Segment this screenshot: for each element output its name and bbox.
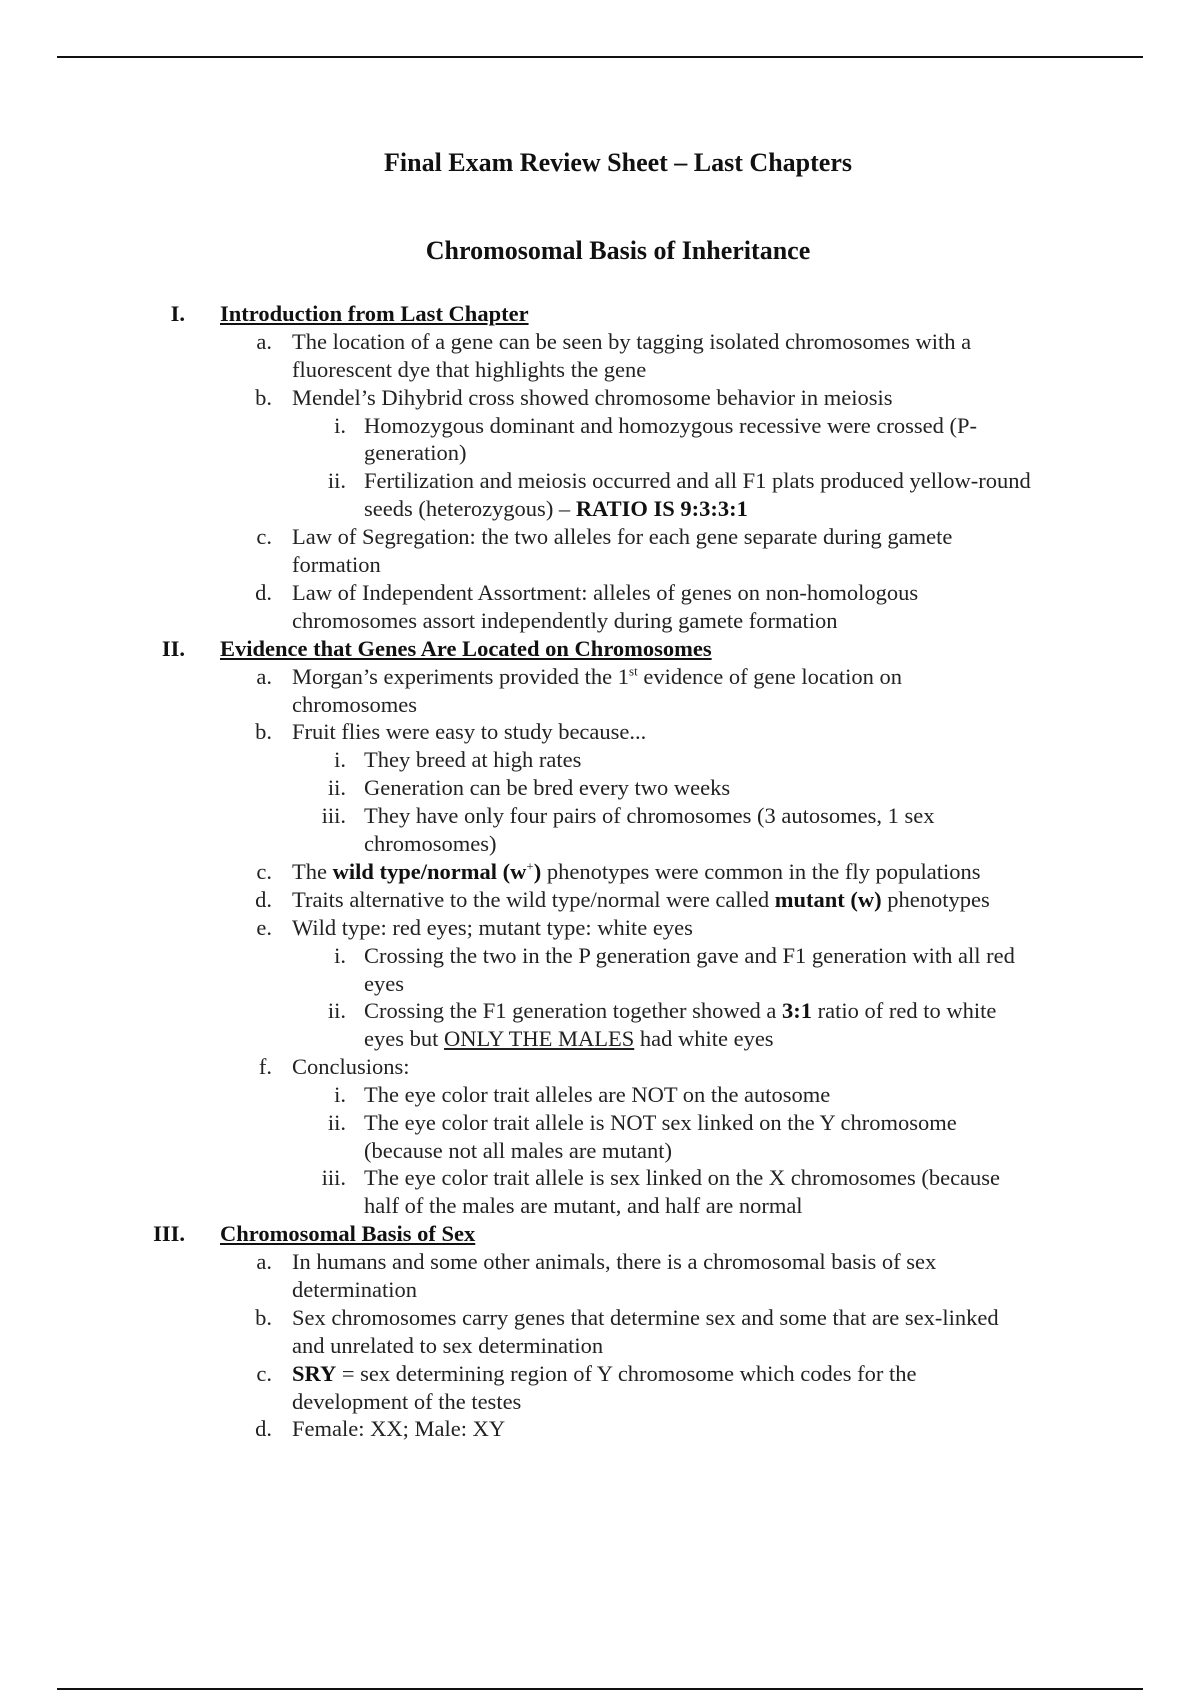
bold-term: wild type/normal (w <box>332 859 527 884</box>
subitem-text: Fertilization and meiosis occurred and all F1 plats produced yellow-round <box>364 468 1031 493</box>
item-text: Sex chromosomes carry genes that determine sex and some that are sex-linked <box>292 1305 999 1330</box>
text-run: Morgan’s experiments provided the 1 <box>292 664 630 689</box>
item-text: Law of Independent Assortment: alleles of genes on non-homologous <box>292 580 919 605</box>
item-marker: d. <box>255 580 272 605</box>
section-heading: Introduction from Last Chapter <box>220 301 529 326</box>
page-subtitle: Chromosomal Basis of Inheritance <box>425 236 811 265</box>
subitem-marker: i. <box>334 943 346 968</box>
page-title: Final Exam Review Sheet – Last Chapters <box>384 148 852 177</box>
item-text: Wild type: red eyes; mutant type: white eyes <box>292 915 693 940</box>
section-heading: Chromosomal Basis of Sex <box>220 1221 476 1246</box>
text-run: eyes but <box>364 1026 444 1051</box>
text-run: The <box>292 859 333 884</box>
item-marker: b. <box>255 385 272 410</box>
bold-term: SRY <box>292 1361 337 1386</box>
section-number: III. <box>153 1221 185 1246</box>
text-run: ratio of red to white <box>812 998 997 1023</box>
section-heading: Evidence that Genes Are Located on Chromosomes <box>220 636 712 661</box>
text-run: seeds (heterozygous) – <box>364 496 576 521</box>
item-marker: b. <box>255 719 272 744</box>
item-marker: a. <box>256 329 272 354</box>
item-text: The location of a gene can be seen by tagging isolated chromosomes with a <box>292 329 972 354</box>
subitem-text: Generation can be bred every two weeks <box>364 775 731 800</box>
item-text: determination <box>292 1277 417 1302</box>
subitem-marker: ii. <box>327 468 346 493</box>
subitem-marker: i. <box>334 413 346 438</box>
subitem-text: They breed at high rates <box>364 747 582 772</box>
item-text: chromosomes <box>292 692 417 717</box>
text-run: Traits alternative to the wild type/normal were called <box>292 887 775 912</box>
item-text: Fruit flies were easy to study because... <box>292 719 647 744</box>
underlined-emphasis: ONLY THE MALES <box>443 1026 635 1051</box>
text-run: phenotypes <box>881 887 990 912</box>
subitem-marker: i. <box>334 747 346 772</box>
subitem-text: (because not all males are mutant) <box>364 1138 672 1163</box>
item-marker: a. <box>256 664 272 689</box>
subitem-text: half of the males are mutant, and half are normal <box>364 1193 803 1218</box>
subitem-text <box>364 495 748 523</box>
subitem-text <box>364 997 996 1025</box>
subitem-text: The eye color trait allele is sex linked on the X chromosomes (because <box>364 1165 1001 1190</box>
text-run: phenotypes were common in the fly populations <box>541 859 981 884</box>
item-text: Conclusions: <box>292 1054 410 1079</box>
text-run: had white eyes <box>634 1026 774 1051</box>
top-rule <box>57 56 1143 58</box>
superscript: + <box>526 858 534 874</box>
text-run: Crossing the F1 generation together showed a <box>364 998 783 1023</box>
item-marker: a. <box>256 1249 272 1274</box>
subitem-text: generation) <box>364 440 467 465</box>
subitem-text: Crossing the two in the P generation gave and F1 generation with all red <box>364 943 1015 968</box>
item-marker: c. <box>256 524 272 549</box>
subitem-text: They have only four pairs of chromosomes (3 autosomes, 1 sex <box>364 803 935 828</box>
subitem-text: Homozygous dominant and homozygous recessive were crossed (P- <box>364 413 977 438</box>
item-text: Law of Segregation: the two alleles for each gene separate during gamete <box>292 524 953 549</box>
item-text: fluorescent dye that highlights the gene <box>292 357 647 382</box>
ratio-emphasis: RATIO IS 9:3:3:1 <box>575 496 748 521</box>
subitem-marker: ii. <box>327 1110 346 1135</box>
subitem-text: chromosomes) <box>364 831 497 856</box>
subitem-marker: i. <box>334 1082 346 1107</box>
item-marker: c. <box>256 859 272 884</box>
item-text: Mendel’s Dihybrid cross showed chromosome behavior in meiosis <box>292 385 893 410</box>
item-text <box>292 1360 916 1388</box>
text-run: = sex determining region of Y chromosome which codes for the <box>336 1361 917 1386</box>
section-number: I. <box>170 301 185 326</box>
subitem-marker: ii. <box>327 998 346 1023</box>
item-text <box>292 663 902 691</box>
bold-term: mutant (w) <box>774 887 882 912</box>
subitem-marker: iii. <box>321 1165 346 1190</box>
subitem-text: The eye color trait alleles are NOT on the autosome <box>364 1082 831 1107</box>
superscript: st <box>629 663 638 679</box>
item-text <box>292 858 981 886</box>
item-marker: e. <box>256 915 272 940</box>
ratio-emphasis: 3:1 <box>782 998 813 1023</box>
section-number: II. <box>161 636 185 661</box>
subitem-text: The eye color trait allele is NOT sex linked on the Y chromosome <box>364 1110 957 1135</box>
item-text: chromosomes assort independently during gamete formation <box>292 608 838 633</box>
item-marker: f. <box>258 1054 272 1079</box>
bottom-rule <box>57 1688 1143 1690</box>
item-text: formation <box>292 552 381 577</box>
subitem-text <box>364 1025 774 1053</box>
item-text <box>292 886 990 914</box>
item-marker: d. <box>255 887 272 912</box>
item-text: Female: XX; Male: XY <box>292 1416 506 1441</box>
item-text: and unrelated to sex determination <box>292 1333 604 1358</box>
subitem-text: eyes <box>364 971 404 996</box>
bold-term: ) <box>533 859 542 884</box>
item-text: In humans and some other animals, there is a chromosomal basis of sex <box>292 1249 937 1274</box>
item-text: development of the testes <box>292 1389 522 1414</box>
item-marker: b. <box>255 1305 272 1330</box>
item-marker: d. <box>255 1416 272 1441</box>
subitem-marker: iii. <box>321 803 346 828</box>
subitem-marker: ii. <box>327 775 346 800</box>
item-marker: c. <box>256 1361 272 1386</box>
text-run: evidence of gene location on <box>637 664 902 689</box>
